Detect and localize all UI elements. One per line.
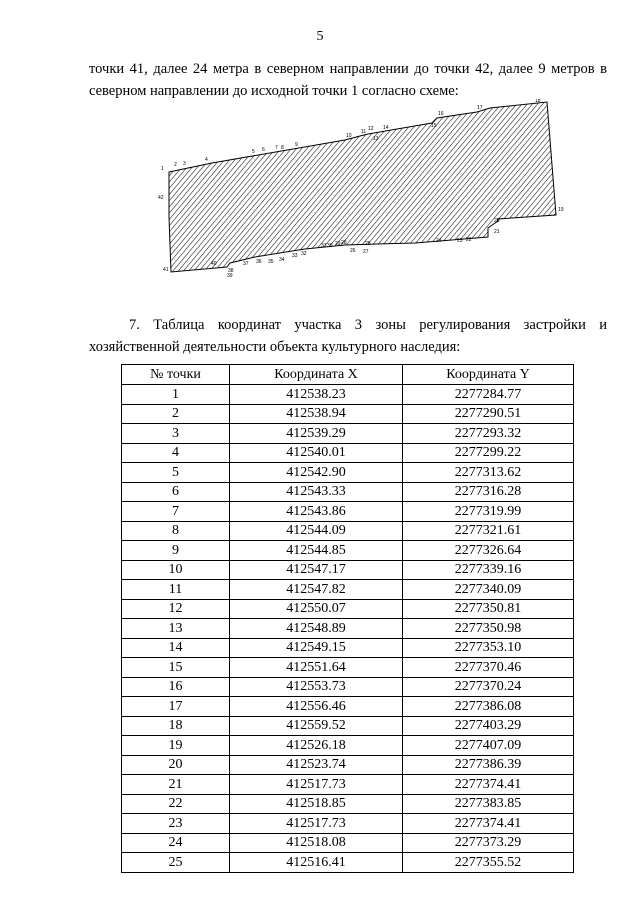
scheme-point-label: 1 <box>161 166 164 172</box>
scheme-point-label: 13 <box>373 136 379 142</box>
cell-coord-y: 2277353.10 <box>403 638 574 658</box>
cell-coord-y: 2277373.29 <box>403 833 574 853</box>
table-row <box>122 716 574 736</box>
table-row <box>122 658 574 678</box>
table-row <box>122 775 574 795</box>
cell-point-number: 5 <box>122 463 230 483</box>
cell-point-number: 6 <box>122 482 230 502</box>
scheme-point-label: 30 <box>327 243 333 249</box>
cell-coord-y: 2277299.22 <box>403 443 574 463</box>
cell-point-number: 20 <box>122 755 230 775</box>
scheme-point-label: 24 <box>436 238 442 244</box>
cell-coord-y: 2277339.16 <box>403 560 574 580</box>
table-row <box>122 814 574 834</box>
table-row <box>122 619 574 639</box>
header-point: № точки <box>122 365 230 385</box>
scheme-point-label: 16 <box>438 111 444 117</box>
cell-coord-x: 412542.90 <box>230 463 403 483</box>
cell-coord-x: 412550.07 <box>230 599 403 619</box>
scheme-point-label: 19 <box>558 207 564 213</box>
scheme-point-label: 42 <box>158 195 164 201</box>
cell-coord-y: 2277316.28 <box>403 482 574 502</box>
cell-point-number: 17 <box>122 697 230 717</box>
cell-coord-y: 2277374.41 <box>403 814 574 834</box>
scheme-point-label: 40 <box>211 261 217 267</box>
scheme-point-label: 38 <box>228 268 234 274</box>
scheme-point-label: 18 <box>535 99 541 104</box>
cell-coord-y: 2277321.61 <box>403 521 574 541</box>
cell-point-number: 22 <box>122 794 230 814</box>
header-y: Координата Y <box>403 365 574 385</box>
scheme-point-label: 28 <box>341 240 347 246</box>
page-number: 5 <box>316 29 324 44</box>
cell-coord-y: 2277326.64 <box>403 541 574 561</box>
header-x: Координата X <box>230 365 403 385</box>
cell-coord-y: 2277319.99 <box>403 502 574 522</box>
table-row <box>122 736 574 756</box>
cell-coord-y: 2277313.62 <box>403 463 574 483</box>
scheme-point-label: 4 <box>205 157 208 163</box>
scheme-point-label: 25 <box>365 241 371 247</box>
cell-coord-x: 412523.74 <box>230 755 403 775</box>
section-line: хозяйственной деятельности объекта культурного наследия: <box>89 339 461 355</box>
scheme-point-label: 20 <box>494 218 500 224</box>
cell-point-number: 7 <box>122 502 230 522</box>
cell-point-number: 11 <box>122 580 230 600</box>
cell-coord-x: 412559.52 <box>230 716 403 736</box>
cell-coord-x: 412538.23 <box>230 385 403 405</box>
scheme-point-label: 2 <box>174 162 177 168</box>
cell-point-number: 18 <box>122 716 230 736</box>
cell-coord-x: 412543.33 <box>230 482 403 502</box>
scheme-point-label: 29 <box>335 241 341 247</box>
cell-coord-y: 2277370.24 <box>403 677 574 697</box>
section-line: 7. Таблица координат участка 3 зоны регулирования застройки и <box>129 317 607 333</box>
site-scheme-diagram <box>155 99 575 289</box>
coordinates-table <box>121 364 574 873</box>
scheme-point-label: 3 <box>183 161 186 167</box>
cell-coord-x: 412518.85 <box>230 794 403 814</box>
scheme-point-label: 9 <box>295 142 298 148</box>
cell-coord-x: 412539.29 <box>230 424 403 444</box>
scheme-point-label: 12 <box>368 126 374 132</box>
cell-coord-x: 412518.08 <box>230 833 403 853</box>
cell-coord-x: 412516.41 <box>230 853 403 873</box>
cell-coord-y: 2277355.52 <box>403 853 574 873</box>
cell-point-number: 24 <box>122 833 230 853</box>
cell-coord-y: 2277350.98 <box>403 619 574 639</box>
table-row <box>122 833 574 853</box>
cell-point-number: 23 <box>122 814 230 834</box>
cell-coord-y: 2277403.29 <box>403 716 574 736</box>
cell-point-number: 13 <box>122 619 230 639</box>
table-row <box>122 697 574 717</box>
cell-coord-y: 2277374.41 <box>403 775 574 795</box>
cell-coord-y: 2277340.09 <box>403 580 574 600</box>
scheme-point-label: 37 <box>243 261 249 267</box>
scheme-point-label: 39 <box>227 273 233 279</box>
cell-coord-y: 2277370.46 <box>403 658 574 678</box>
scheme-point-label: 15 <box>431 123 437 129</box>
cell-coord-y: 2277293.32 <box>403 424 574 444</box>
table-row <box>122 502 574 522</box>
table-row <box>122 853 574 873</box>
cell-coord-y: 2277386.39 <box>403 755 574 775</box>
scheme-point-label: 17 <box>477 105 483 111</box>
table-row <box>122 463 574 483</box>
cell-coord-x: 412553.73 <box>230 677 403 697</box>
cell-coord-x: 412526.18 <box>230 736 403 756</box>
cell-coord-x: 412538.94 <box>230 404 403 424</box>
scheme-point-label: 36 <box>256 259 262 265</box>
cell-coord-x: 412543.86 <box>230 502 403 522</box>
scheme-point-label: 11 <box>361 129 367 135</box>
table-row <box>122 521 574 541</box>
cell-point-number: 16 <box>122 677 230 697</box>
cell-point-number: 2 <box>122 404 230 424</box>
scheme-point-label: 23 <box>457 238 463 244</box>
table-row <box>122 677 574 697</box>
cell-coord-x: 412547.17 <box>230 560 403 580</box>
table-row <box>122 385 574 405</box>
cell-point-number: 25 <box>122 853 230 873</box>
scheme-point-label: 31 <box>321 243 327 249</box>
scheme-point-label: 21 <box>494 229 500 235</box>
table-row <box>122 599 574 619</box>
cell-point-number: 1 <box>122 385 230 405</box>
table-row <box>122 541 574 561</box>
scheme-point-label: 8 <box>281 145 284 151</box>
scheme-point-label: 7 <box>275 145 278 151</box>
cell-coord-x: 412549.15 <box>230 638 403 658</box>
cell-coord-y: 2277290.51 <box>403 404 574 424</box>
scheme-point-label: 27 <box>363 249 369 255</box>
intro-paragraph <box>89 58 607 102</box>
cell-coord-y: 2277284.77 <box>403 385 574 405</box>
scheme-point-label: 5 <box>252 149 255 155</box>
cell-point-number: 9 <box>122 541 230 561</box>
cell-point-number: 12 <box>122 599 230 619</box>
scheme-point-label: 14 <box>383 125 389 131</box>
cell-point-number: 14 <box>122 638 230 658</box>
cell-coord-x: 412540.01 <box>230 443 403 463</box>
cell-point-number: 8 <box>122 521 230 541</box>
scheme-point-label: 10 <box>346 133 352 139</box>
cell-point-number: 10 <box>122 560 230 580</box>
scheme-point-label: 34 <box>279 257 285 263</box>
cell-point-number: 19 <box>122 736 230 756</box>
cell-coord-y: 2277386.08 <box>403 697 574 717</box>
cell-coord-x: 412547.82 <box>230 580 403 600</box>
scheme-point-label: 35 <box>268 259 274 265</box>
table-row <box>122 638 574 658</box>
cell-coord-y: 2277383.85 <box>403 794 574 814</box>
cell-coord-y: 2277407.09 <box>403 736 574 756</box>
table-row <box>122 580 574 600</box>
table-row <box>122 424 574 444</box>
table-row <box>122 482 574 502</box>
cell-coord-x: 412544.85 <box>230 541 403 561</box>
cell-point-number: 3 <box>122 424 230 444</box>
scheme-point-label: 32 <box>301 251 307 257</box>
section-heading <box>89 314 607 358</box>
cell-coord-x: 412517.73 <box>230 814 403 834</box>
table-header-row <box>122 365 574 385</box>
scheme-point-label: 41 <box>163 267 169 273</box>
scheme-point-label: 33 <box>292 253 298 259</box>
cell-coord-x: 412544.09 <box>230 521 403 541</box>
table-row <box>122 755 574 775</box>
table-row <box>122 794 574 814</box>
cell-point-number: 21 <box>122 775 230 795</box>
cell-coord-x: 412548.89 <box>230 619 403 639</box>
cell-point-number: 4 <box>122 443 230 463</box>
intro-line: точки 41, далее 24 метра в северном направлении до точки 42, далее 9 метров в <box>89 61 607 77</box>
intro-line: северном направлении до исходной точки 1 согласно схеме: <box>89 83 459 99</box>
scheme-point-label: 26 <box>350 248 356 254</box>
cell-coord-x: 412556.46 <box>230 697 403 717</box>
cell-coord-x: 412551.64 <box>230 658 403 678</box>
scheme-point-label: 6 <box>262 147 265 153</box>
table-row <box>122 560 574 580</box>
cell-coord-x: 412517.73 <box>230 775 403 795</box>
cell-coord-y: 2277350.81 <box>403 599 574 619</box>
table-row <box>122 443 574 463</box>
parcel-polygon <box>169 102 556 272</box>
cell-point-number: 15 <box>122 658 230 678</box>
scheme-point-label: 22 <box>466 237 472 243</box>
table-row <box>122 404 574 424</box>
